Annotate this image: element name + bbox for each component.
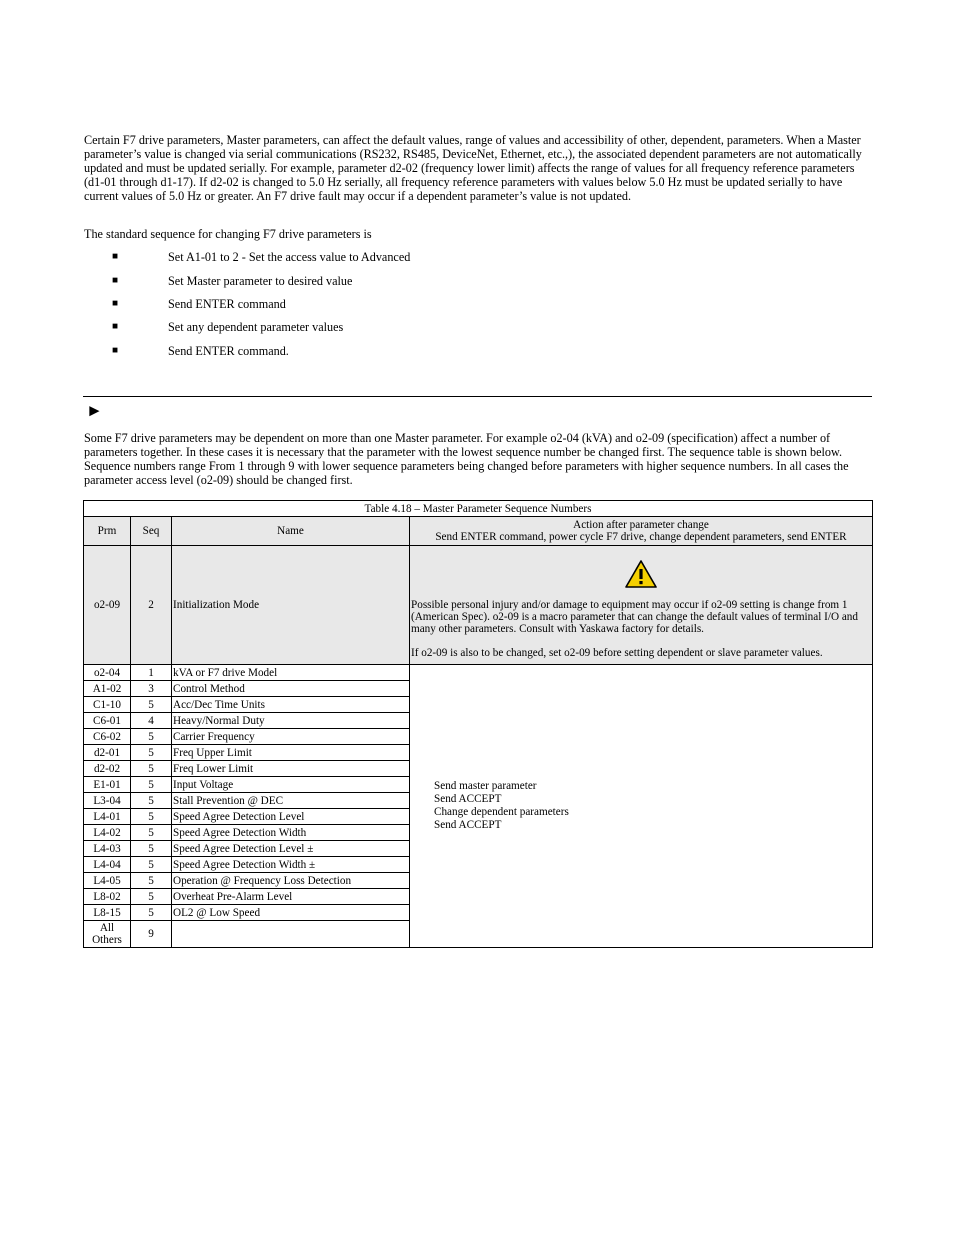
action-steps-cell [410,665,873,948]
seq-cell: 5 [131,777,172,793]
action-step: Send ACCEPT [434,793,502,806]
section-paragraph: Some F7 drive parameters may be dependent on more than one Master parameter. For example o2-04 (kVA) and o2-09 (specification) affect a number of parameters together. In these cases it is necessary that the parameter with the lowest sequence number be changed first. The sequence table is shown below. Sequence numbers range From 1 through 9 with lower sequence parameters being changed before parameters with higher sequence numbers. In all cases the parameter access level (o2-09) should be changed first. [84,431,849,488]
seq-cell: 5 [131,905,172,921]
name-cell: Stall Prevention @ DEC [172,793,410,809]
seq-cell: 5 [131,825,172,841]
seq-cell: 5 [131,809,172,825]
seq-cell: 5 [131,857,172,873]
name-cell: Speed Agree Detection Level [172,809,410,825]
name-cell: Control Method [172,681,410,697]
prm-cell: L4-04 [84,857,131,873]
seq-cell: 5 [131,793,172,809]
seq-cell: 9 [131,921,172,948]
header-prm: Prm [84,517,131,546]
warning-cell [410,546,873,665]
seq-cell: 5 [131,729,172,745]
seq-cell: 5 [131,697,172,713]
name-cell: kVA or F7 drive Model [172,665,410,681]
section-divider [83,396,872,397]
list-item: ■ Set any dependent parameter values [112,320,344,334]
prm-cell: L3-04 [84,793,131,809]
seq-cell: 5 [131,873,172,889]
table-row [84,546,873,665]
table-caption: Table 4.18 – Master Parameter Sequence Numbers [84,501,873,517]
intro-paragraph: Certain F7 drive parameters, Master parameters, can affect the default values, range of values and accessibility of other, dependent, parameters. When a Master parameter’s value is changed via serial communications (RS232, RS485, DeviceNet, Ethernet, etc.,), the associated dependent parameters are not automatically updated and must be updated serially. For example, parameter d2-02 (frequency lower limit) affects the range of values for all frequency reference parameters (d1-01 through d1-17). If d2-02 is changed to 5.0 Hz serially, all frequency reference parameters with values below 5.0 Hz must be updated serially to have current values of 5.0 Hz or greater. An F7 drive fault may occur if a dependent parameter’s value is not updated. [84,133,862,204]
prm-cell: C6-01 [84,713,131,729]
name-cell [172,921,410,948]
prm-cell: All Others [84,921,131,948]
seq-cell: 4 [131,713,172,729]
prm-cell: L4-03 [84,841,131,857]
prm-cell: A1-02 [84,681,131,697]
seq-cell: 5 [131,761,172,777]
note-text: If o2-09 is also to be changed, set o2-09 before setting dependent or slave parameter values. [411,647,823,659]
list-item: ■ Send ENTER command [112,297,286,311]
action-step: Send master parameter [434,780,537,793]
bullet-icon: ■ [112,345,119,356]
seq-cell: 5 [131,841,172,857]
name-cell: Carrier Frequency [172,729,410,745]
bullet-icon: ■ [112,275,119,286]
seq-cell: 1 [131,665,172,681]
prm-cell: d2-01 [84,745,131,761]
action-step: Send ACCEPT [434,818,502,831]
prm-cell: C1-10 [84,697,131,713]
list-item: ■ Set A1-01 to 2 - Set the access value to Advanced [112,250,411,264]
prm-cell: L8-15 [84,905,131,921]
warning-text: Possible personal injury and/or damage to equipment may occur if o2-09 setting is change from 1 (American Spec). o2-09 is a macro parameter that can change the default values of terminal I/O and many other parameters. Consult with Yaskawa factory for details. [411,599,858,635]
sequence-intro-text: The standard sequence for changing F7 drive parameters is [84,227,372,241]
prm-cell: d2-02 [84,761,131,777]
prm-cell: C6-02 [84,729,131,745]
seq-cell: 2 [131,546,172,665]
header-seq: Seq [131,517,172,546]
name-cell: Input Voltage [172,777,410,793]
name-cell: Overheat Pre-Alarm Level [172,889,410,905]
name-cell: Speed Agree Detection Width [172,825,410,841]
table-header-row [84,517,873,546]
table-row [84,665,873,681]
name-cell: Heavy/Normal Duty [172,713,410,729]
header-name: Name [172,517,410,546]
list-item: ■ Send ENTER command. [112,344,289,358]
header-action: Action after parameter change Send ENTER command, power cycle F7 drive, change dependent parameters, send ENTER [410,517,873,546]
bullet-icon: ■ [112,251,119,262]
prm-cell: L8-02 [84,889,131,905]
name-cell: Speed Agree Detection Level ± [172,841,410,857]
action-step: Change dependent parameters [434,806,569,818]
name-cell: Acc/Dec Time Units [172,697,410,713]
list-item: ■ Set Master parameter to desired value [112,274,353,288]
name-cell: OL2 @ Low Speed [172,905,410,921]
name-cell: Speed Agree Detection Width ± [172,857,410,873]
name-cell: Operation @ Frequency Loss Detection [172,873,410,889]
prm-cell: L4-01 [84,809,131,825]
prm-cell: o2-04 [84,665,131,681]
prm-cell: L4-02 [84,825,131,841]
prm-cell: E1-01 [84,777,131,793]
seq-cell: 5 [131,889,172,905]
warning-triangle-icon [624,559,658,589]
bullet-icon: ■ [112,298,119,309]
bullet-icon: ■ [112,321,119,332]
master-parameter-sequence-table [83,500,873,948]
section-arrow-icon: ► [86,401,103,420]
seq-cell: 3 [131,681,172,697]
seq-cell: 5 [131,745,172,761]
name-cell: Freq Lower Limit [172,761,410,777]
name-cell: Freq Upper Limit [172,745,410,761]
prm-cell: o2-09 [84,546,131,665]
prm-cell: L4-05 [84,873,131,889]
name-cell: Initialization Mode [172,546,410,665]
